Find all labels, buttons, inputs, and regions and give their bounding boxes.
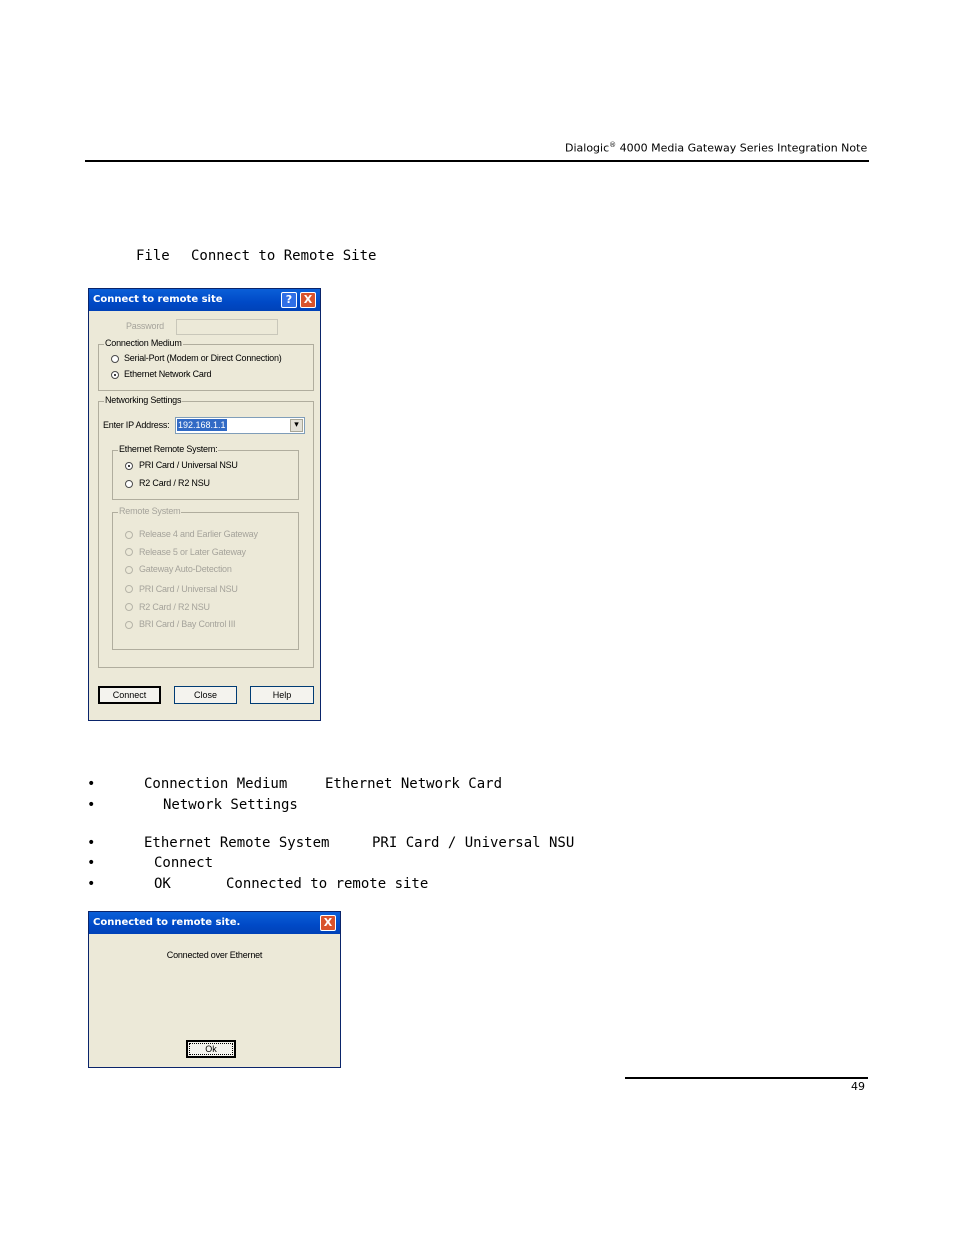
header-title: 4000 Media Gateway Series Integration Note: [616, 141, 868, 155]
menu-file-text: File: [136, 248, 170, 264]
auto-detection-radio: [125, 566, 133, 574]
header-registered: ®: [609, 141, 617, 149]
bullet-1-term: Connection Medium: [144, 776, 288, 792]
ok-button[interactable]: Ok: [186, 1040, 236, 1058]
connect-button[interactable]: Connect: [98, 686, 161, 704]
help-button[interactable]: Help: [250, 686, 314, 704]
connected-close-button[interactable]: X: [320, 915, 336, 931]
bullet-4-icon: •: [87, 855, 96, 871]
password-label: Password: [126, 321, 164, 331]
header-brand: Dialogic: [565, 141, 610, 155]
remote-pri-label: PRI Card / Universal NSU: [139, 584, 238, 594]
pri-card-radio[interactable]: [125, 462, 133, 470]
bullet-3-term: Ethernet Remote System: [144, 835, 330, 851]
menu-item-text: Connect to Remote Site: [191, 248, 377, 264]
release5-label: Release 5 or Later Gateway: [139, 547, 246, 557]
connected-title-bar: [89, 912, 340, 934]
header-rule: [85, 160, 869, 162]
close-button[interactable]: Close: [174, 686, 237, 704]
serial-port-radio[interactable]: [111, 355, 119, 363]
ethernet-network-card-label[interactable]: Ethernet Network Card: [124, 369, 212, 379]
bullet-5-term: OK: [154, 876, 171, 892]
remote-system-label: Remote System: [119, 506, 181, 516]
dropdown-arrow-icon[interactable]: ▾: [290, 419, 303, 432]
bullet-4-term: Connect: [154, 855, 214, 871]
footer-rule: [625, 1077, 868, 1079]
remote-pri-radio: [125, 585, 133, 593]
remote-bri-label: BRI Card / Bay Control III: [139, 619, 236, 629]
page-header: [565, 141, 867, 155]
password-input: [176, 319, 278, 335]
dialog-title: Connect to remote site: [93, 294, 223, 305]
connection-medium-label: Connection Medium: [105, 338, 182, 348]
bullet-5-value: Connected to remote site: [226, 876, 429, 892]
serial-port-label[interactable]: Serial-Port (Modem or Direct Connection): [124, 353, 282, 363]
release4-radio: [125, 531, 133, 539]
pri-card-label[interactable]: PRI Card / Universal NSU: [139, 460, 238, 470]
ip-address-value[interactable]: 192.168.1.1: [178, 420, 226, 430]
close-title-button[interactable]: X: [300, 292, 316, 308]
connected-dialog: [88, 911, 341, 1068]
bullet-1-value: Ethernet Network Card: [325, 776, 503, 792]
connected-message: Connected over Ethernet: [166, 950, 263, 960]
remote-r2-radio: [125, 603, 133, 611]
release5-radio: [125, 548, 133, 556]
connection-medium-group: [98, 344, 314, 391]
networking-settings-label: Networking Settings: [105, 395, 182, 405]
release4-label: Release 4 and Earlier Gateway: [139, 529, 258, 539]
bullet-5-icon: •: [87, 876, 96, 892]
page-number: 49: [851, 1080, 865, 1093]
remote-r2-label: R2 Card / R2 NSU: [139, 602, 210, 612]
remote-bri-radio: [125, 621, 133, 629]
connected-title: Connected to remote site.: [93, 917, 241, 928]
bullet-3-icon: •: [87, 835, 96, 851]
auto-detection-label: Gateway Auto-Detection: [139, 564, 232, 574]
ip-address-combobox[interactable]: [175, 417, 305, 434]
connect-remote-site-dialog: [88, 288, 321, 721]
ethernet-network-card-radio[interactable]: [111, 371, 119, 379]
bullet-1-icon: •: [87, 776, 96, 792]
bullet-2-term: Network Settings: [163, 797, 298, 813]
ethernet-remote-system-label: Ethernet Remote System:: [119, 444, 218, 454]
help-title-button[interactable]: ?: [281, 292, 297, 308]
r2-card-radio[interactable]: [125, 480, 133, 488]
r2-card-label[interactable]: R2 Card / R2 NSU: [139, 478, 210, 488]
ip-address-label: Enter IP Address:: [103, 420, 170, 430]
bullet-2-icon: •: [87, 797, 96, 813]
ethernet-remote-system-group: [112, 450, 299, 500]
bullet-3-value: PRI Card / Universal NSU: [372, 835, 575, 851]
